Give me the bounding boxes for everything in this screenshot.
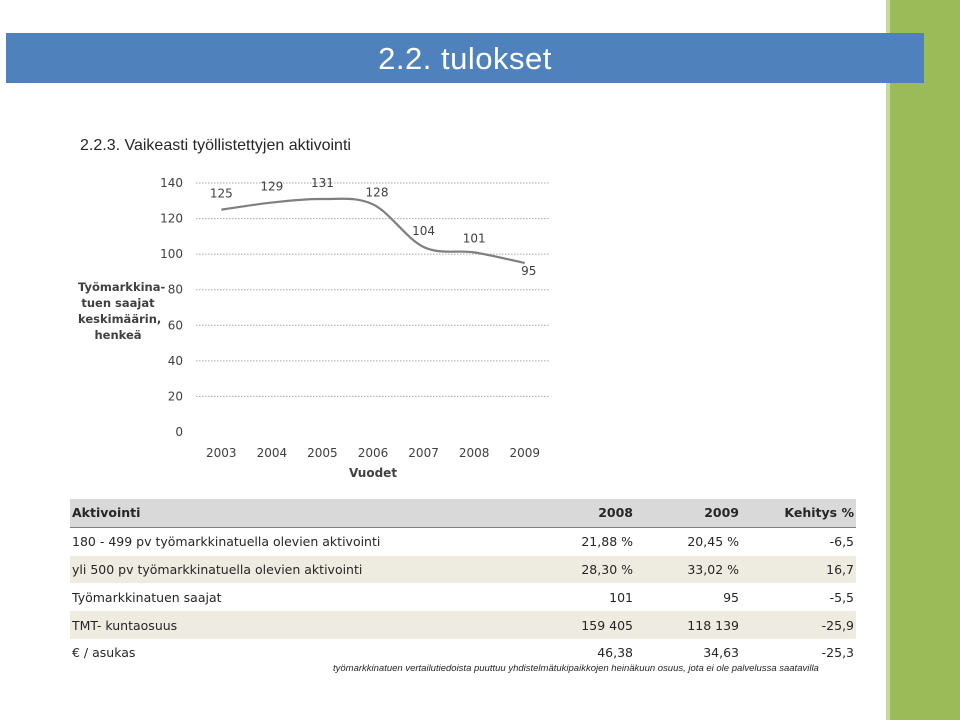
cell-2009: 95 [723, 589, 739, 605]
x-tick-label: 2006 [357, 446, 389, 460]
activation-table-wrap [70, 499, 856, 667]
cell-kehitys: 16,7 [741, 556, 856, 584]
data-label: 128 [365, 185, 389, 200]
y-axis-title-line: tuen saajat [81, 296, 155, 310]
x-axis-title: Vuodet [348, 466, 398, 480]
cell-2008: 46,38 [597, 645, 633, 661]
y-tick-label: 120 [160, 211, 183, 226]
chart-gridlines [196, 183, 550, 396]
x-tick-label: 2009 [509, 446, 540, 460]
header-2009: 2009 [635, 499, 741, 527]
cell-kehitys: -6,5 [829, 534, 854, 550]
activation-table [70, 499, 856, 667]
y-axis-ticks [160, 176, 183, 439]
data-label: 125 [209, 186, 233, 201]
y-tick-label: 140 [160, 176, 183, 190]
table-header-row [70, 499, 856, 527]
cell-kehitys: -25,3 [821, 645, 854, 661]
x-tick-label: 2007 [408, 446, 439, 460]
y-tick-label: 100 [160, 247, 183, 262]
header-2008: 2008 [550, 499, 635, 527]
y-tick-label: 80 [167, 282, 183, 297]
cell-2009: 33,02 % [635, 556, 741, 584]
x-tick-label: 2008 [458, 446, 490, 460]
x-tick-label: 2004 [256, 446, 288, 460]
y-axis-title [78, 279, 166, 343]
y-tick-label: 20 [167, 389, 183, 404]
data-label: 104 [412, 224, 436, 239]
cell-2008: 28,30 % [550, 556, 635, 584]
data-label: 129 [260, 179, 284, 194]
cell-2009: 20,45 % [687, 534, 739, 550]
y-axis-title-line: henkeä [94, 328, 142, 342]
header-kehitys: Kehitys % [741, 499, 856, 527]
y-tick-label: 0 [175, 425, 183, 439]
table-row [70, 527, 856, 555]
row-label: yli 500 pv työmarkkinatuella olevien aktivointi [70, 556, 550, 584]
row-label: € / asukas [72, 645, 136, 661]
header-aktivointi: Aktivointi [70, 499, 550, 527]
row-label: 180 - 499 pv työmarkkinatuella olevien aktivointi [72, 534, 381, 550]
table-row [70, 611, 856, 639]
y-axis-title-line: keskimäärin, [78, 312, 162, 326]
cell-kehitys: -5,5 [829, 589, 854, 605]
y-tick-label: 40 [167, 353, 183, 368]
x-tick-label: 2005 [307, 446, 338, 460]
x-axis-ticks [206, 446, 540, 460]
data-label: 131 [310, 176, 334, 191]
data-labels [210, 176, 537, 278]
table-row [70, 556, 856, 584]
slide-title: 2.2. tulokset [378, 41, 552, 76]
data-label: 95 [521, 264, 537, 279]
cell-2008: 101 [609, 589, 633, 605]
cell-2009: 34,63 [703, 645, 739, 661]
y-tick-label: 60 [167, 318, 183, 333]
row-label: Työmarkkinatuen saajat [72, 589, 222, 605]
footnote: työmarkkinatuen vertailutiedoista puuttuu yhdistelmätukipaikkojen heinäkuun osuus, jota ei ole palvelussa saatavilla [333, 663, 819, 674]
section-subtitle: 2.2.3. Vaikeasti työllistettyjen aktivointi [80, 137, 351, 154]
cell-2008: 159 405 [550, 611, 635, 639]
cell-2008: 21,88 % [581, 534, 633, 550]
cell-2009: 118 139 [635, 611, 741, 639]
data-label: 101 [462, 231, 486, 246]
row-label: TMT- kuntaosuus [70, 611, 550, 639]
cell-kehitys: -25,9 [741, 611, 856, 639]
x-tick-label: 2003 [206, 446, 237, 460]
y-axis-title-line: Työmarkkina- [78, 280, 166, 294]
table-row [70, 583, 856, 611]
